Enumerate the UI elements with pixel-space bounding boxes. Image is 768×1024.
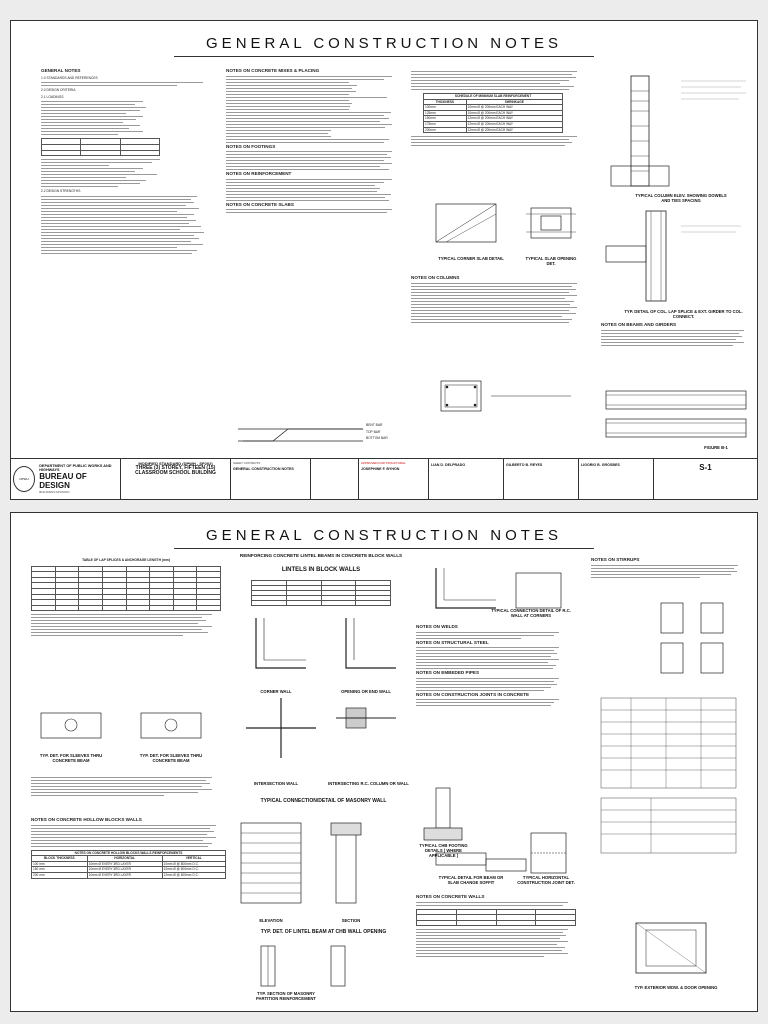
signatory-block <box>579 459 654 499</box>
construction-joint-label: TYPICAL HORIZONTAL CONSTRUCTION JOINT DET. <box>517 875 575 885</box>
structural-steel-heading: NOTES ON STRUCTURAL STEEL <box>416 639 489 645</box>
signatory-name: LIAN D. DELPRADO <box>431 463 466 467</box>
top-bar-label: TOP BAR <box>366 429 381 434</box>
text-lines <box>411 136 586 146</box>
table-cell: 200 mm <box>32 872 88 878</box>
text-lines <box>31 777 221 796</box>
corner-slab-drawing <box>421 196 591 256</box>
chb-table-title: NOTES ON CONCRETE HOLLOW BLOCKS WALLS REINFORCEMENTS <box>32 850 226 856</box>
chb-table-header: BLOCK THICKNESS <box>32 856 88 862</box>
sheet-title: GENERAL CONSTRUCTION NOTES <box>206 527 562 544</box>
column-elevation-drawing <box>601 71 751 191</box>
table-cell: 12mm Ø @ 600mm O.C. <box>162 872 225 878</box>
title-block <box>11 458 757 499</box>
table-cell: 10mm Ø @ 800mm O.C. <box>162 861 225 867</box>
wind-coefficient-table <box>41 138 160 156</box>
project-title-block <box>121 459 231 499</box>
department-name: DEPARTMENT OF PUBLIC WORKS AND HIGHWAYS <box>39 464 112 472</box>
signatory-block <box>429 459 504 499</box>
chb-table-header: VERTICAL <box>162 856 225 862</box>
text-lines <box>41 82 211 86</box>
sheet-number-block <box>654 459 757 499</box>
concrete-walls-notes <box>416 895 576 995</box>
slab-reinforcement-table <box>423 93 563 133</box>
slabs-heading: NOTES ON CONCRETE SLABS <box>226 201 294 207</box>
text-lines <box>416 632 566 639</box>
lap-table-title: TABLE OF LAP SPLICES & ANCHORAGE LENGTH (mm) <box>82 558 170 562</box>
section-label: SECTION <box>341 918 361 923</box>
signature-block <box>311 459 359 499</box>
bent-bar-label: BENT BAR <box>366 423 383 427</box>
masonry-connection-label: TYPICAL CONNECTION/DETAIL OF MASONRY WALL <box>260 798 387 804</box>
hollow-block-heading: NOTES ON CONCRETE HOLLOW BLOCKS WALLS <box>31 818 142 822</box>
embedded-pipes-heading: NOTES ON EMBEDED PIPES <box>416 670 480 676</box>
exterior-opening-drawing <box>611 918 741 983</box>
table-cell: 100mm <box>424 105 467 111</box>
masonry-section-drawing <box>241 941 411 991</box>
lintel-opening-drawing <box>236 813 411 923</box>
rc-wall-corner-label: TYPICAL CONNECTION DETAIL OF R.C. WALL AT CORNERS <box>491 608 571 618</box>
approved-name: JOSEPHINE F. BYHON <box>361 467 400 471</box>
signatory-name: LIGORIO B. GROSBES <box>581 463 620 467</box>
lintel-title: REINFORCING CONCRETE LINTEL BEAMS IN CONCRETE BLOCK WALLS <box>239 553 403 558</box>
table-cell: 100 mm <box>32 861 88 867</box>
lap-splice-table-block <box>31 558 221 698</box>
table-cell: 10mm Ø EVERY 3RD LAYER <box>87 872 162 878</box>
beams-heading: NOTES ON BEAMS AND GIRDERS <box>601 323 677 327</box>
division-name: BUILDINGS DIVISION <box>39 490 70 494</box>
project-line-2: THREE (3) STOREY, FIFTEEN (15) <box>135 465 216 471</box>
bureau-name: BUREAU OF DESIGN <box>39 472 87 490</box>
lintel-opening-label: TYP. DET. OF LINTEL BEAM AT CHB WALL OPENING <box>260 929 387 935</box>
table-cell: 150 mm <box>32 867 88 873</box>
loadings-heading: 2.1 LOADINGS <box>41 94 64 99</box>
text-lines <box>601 330 751 346</box>
drawing-sheet-2 <box>10 512 758 1012</box>
masonry-section-label: TYP. SECTION OF MASONRY PARTITION REINFORCEMENT <box>256 991 316 1001</box>
masonry-wall-drawings <box>236 608 411 808</box>
text-lines <box>226 179 401 201</box>
dpwh-seal-icon: DPWH <box>13 466 35 492</box>
intersection-wall-label: INTERSECTION WALL <box>253 781 299 786</box>
table-cell: 10mm Ø @ 600mm O.C. <box>162 867 225 873</box>
lap-splice-drawing <box>601 206 751 306</box>
exterior-opening-label: TYP. EXTERIOR WDW. & DOOR OPENING <box>634 985 718 990</box>
table-cell: 10mm Ø @ 200mm EACH WAY <box>466 110 562 116</box>
text-lines <box>226 76 401 143</box>
sheet-number: S-1 <box>699 463 712 472</box>
columns-heading: NOTES ON COLUMNS <box>411 276 460 280</box>
table-cell: 150mm <box>424 116 467 122</box>
approved-label: APPROVED FOR STRUCTURAL <box>361 461 406 465</box>
beams-notes <box>601 323 751 383</box>
lintel-subtitle: LINTELS IN BLOCK WALLS <box>281 567 361 573</box>
table-cell: 10mm Ø @ 200mm EACH WAY <box>466 105 562 111</box>
slab-table-header: SHRINKAGE <box>466 99 562 105</box>
text-lines <box>416 647 566 669</box>
corner-slab-label: TYPICAL CORNER SLAB DETAIL <box>438 256 504 261</box>
stirrups-heading: NOTES ON STIRRUPS <box>591 558 640 562</box>
column-dowels-label: TYPICAL COLUMN ELEV. SHOWING DOWELS AND TIES SPACING <box>635 193 727 203</box>
general-notes-column <box>41 69 211 449</box>
lap-splice-table <box>31 566 221 612</box>
agency-block <box>11 459 121 499</box>
slab-table-title: SCHEDULE OF MINIMUM SLAB REINFORCEMENT <box>424 94 563 100</box>
design-strengths-heading: 2.2 DESIGN STRENGTHS <box>41 189 81 194</box>
sleeve-drawings <box>31 703 221 758</box>
table-cell: 200mm <box>424 127 467 133</box>
text-lines <box>591 565 746 578</box>
text-lines <box>416 902 576 906</box>
table-cell: 12mm Ø @ 200mm EACH WAY <box>466 121 562 127</box>
sheet-title: GENERAL CONSTRUCTION NOTES <box>206 35 562 52</box>
opening-end-wall-label: OPENING OR END WALL <box>341 689 391 694</box>
beam-figure-drawing <box>601 381 751 446</box>
sleeve-label-1: TYP. DET. FOR SLEEVES THRU CONCRETE BEAM <box>39 753 103 763</box>
chb-footing-label: TYPICAL CHB FOOTING DETAILS ( WHERE APPLICABLE ) <box>419 843 468 858</box>
text-lines <box>41 101 211 135</box>
intersecting-column-label: INTERSECTING R.C. COLUMN OR WALL <box>328 781 409 786</box>
table-cell: 125mm <box>424 110 467 116</box>
text-lines <box>226 151 401 170</box>
welds-heading: NOTES ON WELDS <box>416 625 458 629</box>
text-lines <box>31 825 226 847</box>
title-underline <box>174 56 594 57</box>
stirrup-drawings <box>591 598 746 898</box>
column-tie-drawing <box>431 376 581 416</box>
drawing-sheet-1 <box>10 20 758 500</box>
table-row <box>32 872 226 878</box>
text-lines <box>41 159 211 187</box>
concrete-walls-heading: NOTES ON CONCRETE WALLS <box>416 895 485 899</box>
figure-b1-label: FIGURE B-1 <box>704 445 728 450</box>
project-line-3: CLASSROOM SCHOOL BUILDING <box>135 470 216 476</box>
wall-reinforcement-table <box>416 909 576 927</box>
text-lines <box>416 699 566 706</box>
footings-heading: NOTES ON FOOTINGS <box>226 143 276 149</box>
chb-reinforcement-table <box>31 850 226 879</box>
table-cell: 12mm Ø @ 200mm EACH WAY <box>466 127 562 133</box>
chb-table-header: HORIZONTAL <box>87 856 162 862</box>
table-cell: 10mm Ø EVERY 3RD LAYER <box>87 867 162 873</box>
slab-bar-labels <box>366 423 406 443</box>
table-cell: 175mm <box>424 121 467 127</box>
corner-wall-label: CORNER WALL <box>260 689 292 694</box>
table-cell: 12mm Ø @ 200mm EACH WAY <box>466 116 562 122</box>
lintel-table <box>251 580 391 606</box>
project-line-1: MODIFIED STANDARD (DPWH - SP202) <box>138 461 213 466</box>
table-cell: 10mm Ø EVERY 3RD LAYER <box>87 861 162 867</box>
text-lines <box>31 614 221 636</box>
design-criteria-heading: 2.0 DESIGN CRITERIA <box>41 88 76 93</box>
beam-soffit-label: TYPICAL DETAIL FOR BEAM OR SLAB CHANGE SOFFIT <box>438 875 504 885</box>
signatory-name: GILBERTO B. REYES <box>506 463 543 467</box>
text-lines <box>411 71 586 90</box>
elevation-label: ELEVATION <box>259 918 283 923</box>
sleeve-label-2: TYP. DET. FOR SLEEVES THRU CONCRETE BEAM <box>139 753 203 763</box>
approval-block <box>359 459 429 499</box>
welds-steel-notes <box>416 625 566 780</box>
lap-splice-label: TYP. DETAIL OF COL. LAP SPLICE & EXT. GIRDER TO COL. CONNECT. <box>624 309 743 319</box>
hollow-block-notes <box>31 818 226 968</box>
left-text-block <box>31 775 221 815</box>
sheet-contents-label: SHEET CONTENTS <box>233 461 261 465</box>
sheet-contents-value: GENERAL CONSTRUCTION NOTES <box>233 467 294 471</box>
standards-heading: 1.0 STANDARDS AND REFERENCES <box>41 75 98 80</box>
text-lines <box>416 678 566 691</box>
construction-joints-heading: NOTES ON CONSTRUCTION JOINTS IN CONCRETE <box>416 691 530 697</box>
title-underline <box>174 548 594 549</box>
table-row <box>424 127 563 133</box>
slab-opening-label: TYPICAL SLAB OPENING DET. <box>525 256 577 266</box>
text-lines <box>41 196 211 254</box>
concrete-notes-column <box>226 69 401 449</box>
reinforcement-heading: NOTES ON REINFORCEMENT <box>226 171 292 177</box>
concrete-mixes-heading: NOTES ON CONCRETE MIXES & PLACING <box>226 69 320 73</box>
text-lines <box>411 283 586 323</box>
text-lines <box>416 929 576 957</box>
text-lines <box>226 209 401 213</box>
general-notes-heading: GENERAL NOTES <box>41 69 81 73</box>
signatory-block <box>504 459 579 499</box>
sheet-contents-block <box>231 459 311 499</box>
bottom-bar-label: BOTTOM BAR <box>366 436 388 441</box>
slab-table-header: THICKNESS <box>424 99 467 105</box>
